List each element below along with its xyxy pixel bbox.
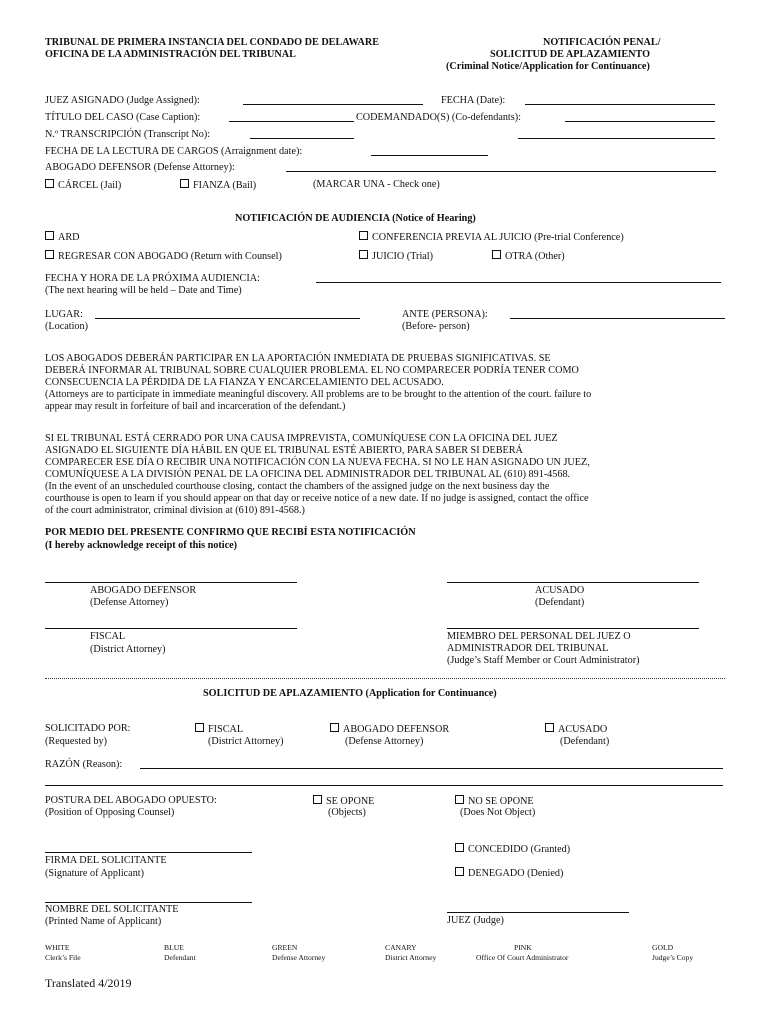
- copy-recipient: Office Of Court Administrator: [476, 953, 569, 962]
- ard-checkbox[interactable]: [45, 231, 80, 244]
- fiscal-checkbox[interactable]: [195, 723, 243, 736]
- pretrial-label: CONFERENCIA PREVIA AL JUICIO (Pre-trial Conference): [372, 232, 624, 243]
- notice2-line1: SI EL TRIBUNAL ESTÁ CERRADO POR UNA CAUSA IMPREVISTA, COMUNÍQUESE CON LA OFICINA DEL JUEZ: [45, 433, 558, 444]
- applicant-name-label-en: (Printed Name of Applicant): [45, 916, 162, 927]
- notice2-line3: COMPARECER ESE DÍA O RECIBIR UNA NOTIFICACIÓN CON LA NUEVA FECHA. SI NO LE HAN ASIGNADO UN JUEZ,: [45, 457, 590, 468]
- other-checkbox[interactable]: [492, 250, 565, 263]
- copy-recipient: Defense Attorney: [272, 953, 326, 962]
- notice1-line2: DEBERÁ INFORMAR AL TRIBUNAL SOBRE CUALQUIER PROBLEMA. EL NO COMPARECER PODRÍA TENER COMO: [45, 365, 579, 376]
- acknowledge-title-en: (I hereby acknowledge receipt of this notice): [45, 540, 238, 551]
- transcript-label: N.º TRANSCRIPCIÓN (Transcript No):: [45, 129, 211, 140]
- reason-field[interactable]: [140, 768, 723, 769]
- copy-color: WHITE: [45, 943, 70, 952]
- fiscal-label-en: (District Attorney): [208, 736, 284, 747]
- opposing-counsel-label: POSTURA DEL ABOGADO OPUESTO:: [45, 795, 217, 806]
- judge-assigned-field[interactable]: [243, 104, 423, 105]
- denied-label: DENEGADO (Denied): [468, 868, 564, 879]
- copy-recipient: Clerk’s File: [45, 953, 81, 962]
- jail-label: CÁRCEL (Jail): [58, 180, 122, 191]
- before-label-en: (Before- person): [402, 321, 470, 332]
- acknowledge-title: POR MEDIO DEL PRESENTE CONFIRMO QUE RECIBÍ ESTA NOTIFICACIÓN: [45, 527, 416, 538]
- translation-note: Translated 4/2019: [45, 976, 132, 990]
- continuance-section-title: SOLICITUD DE APLAZAMIENTO (Application for Continuance): [203, 688, 497, 699]
- copy-color: GOLD: [652, 943, 674, 952]
- arraignment-field[interactable]: [371, 155, 488, 156]
- checkbox-icon: [330, 723, 339, 732]
- granted-checkbox[interactable]: [455, 843, 570, 856]
- not-object-label: NO SE OPONE: [468, 796, 534, 807]
- checkbox-icon: [45, 250, 54, 259]
- defense-attorney-checkbox[interactable]: [330, 723, 449, 736]
- codefendants-field[interactable]: [565, 121, 715, 122]
- checkbox-icon: [45, 231, 54, 240]
- checkbox-icon: [359, 250, 368, 259]
- copy-recipient: Judge’s Copy: [652, 953, 694, 962]
- before-label: ANTE (PERSONA):: [402, 309, 488, 320]
- prosecutor-signature-label-en: (District Attorney): [90, 644, 166, 655]
- cut-line-divider: [45, 678, 725, 679]
- copy-color: PINK: [514, 943, 532, 952]
- reason-label: RAZÓN (Reason):: [45, 759, 123, 770]
- court-name: TRIBUNAL DE PRIMERA INSTANCIA DEL CONDADO DE DELAWARE: [45, 37, 380, 48]
- checkbox-icon: [455, 843, 464, 852]
- applicant-name-label: NOMBRE DEL SOLICITANTE: [45, 904, 179, 915]
- location-label-en: (Location): [45, 321, 88, 332]
- office-name: OFICINA DE LA ADMINISTRACIÓN DEL TRIBUNAL: [45, 49, 296, 60]
- granted-label: CONCEDIDO (Granted): [468, 844, 571, 855]
- defense-attorney-label: ABOGADO DEFENSOR: [343, 724, 450, 735]
- location-label: LUGAR:: [45, 309, 83, 320]
- prosecutor-signature-label: FISCAL: [90, 631, 126, 642]
- next-hearing-label-en: (The next hearing will be held – Date and Time): [45, 285, 242, 296]
- applicant-signature-line[interactable]: [45, 852, 252, 853]
- form-subtitle-en: (Criminal Notice/Application for Continuance): [446, 61, 650, 72]
- trial-label: JUICIO (Trial): [372, 251, 434, 262]
- notice1-line1: LOS ABOGADOS DEBERÁN PARTICIPAR EN LA APORTACIÓN INMEDIATA DE PRUEBAS SIGNIFICATIVAS. SE: [45, 353, 551, 364]
- return-counsel-label: REGRESAR CON ABOGADO (Return with Counsel): [58, 251, 282, 262]
- check-one-note: (MARCAR UNA - Check one): [313, 179, 440, 190]
- bail-label: FIANZA (Bail): [193, 180, 257, 191]
- checkbox-icon: [492, 250, 501, 259]
- case-caption-label: TÍTULO DEL CASO (Case Caption):: [45, 112, 201, 123]
- defendant-signature-label: ACUSADO: [535, 585, 585, 596]
- reason-field-2[interactable]: [45, 785, 723, 786]
- notice2-en-line1: (In the event of an unscheduled courthouse closing, contact the chambers of the assigned judge on the next business day the: [45, 481, 550, 492]
- copy-recipient: Defendant: [164, 953, 196, 962]
- transcript-field[interactable]: [250, 138, 354, 139]
- requested-by-label: SOLICITADO POR:: [45, 723, 131, 734]
- objects-label: SE OPONE: [326, 796, 375, 807]
- notice2-en-line3: of the court administrator, criminal division at (610) 891-4568.): [45, 505, 305, 516]
- checkbox-icon: [180, 179, 189, 188]
- notice2-en-line2: courthouse is open to learn if you should appear on that day or receive notice of a new date. If no judge is assigned, contact the office: [45, 493, 589, 504]
- location-field[interactable]: [95, 318, 360, 319]
- checkbox-icon: [455, 867, 464, 876]
- ard-label: ARD: [58, 232, 80, 243]
- next-hearing-field[interactable]: [316, 282, 721, 283]
- pretrial-checkbox[interactable]: [359, 231, 624, 244]
- other-label: OTRA (Other): [505, 251, 565, 262]
- opposing-counsel-label-en: (Position of Opposing Counsel): [45, 807, 175, 818]
- copy-recipient: District Attorney: [385, 953, 437, 962]
- not-object-label-en: (Does Not Object): [460, 807, 536, 818]
- next-hearing-label: FECHA Y HORA DE LA PRÓXIMA AUDIENCIA:: [45, 273, 260, 284]
- notice2-line4: COMUNÍQUESE A LA DIVISIÓN PENAL DE LA OFICINA DEL ADMINISTRADOR DEL TRIBUNAL AL (610) 891-4568.: [45, 469, 571, 480]
- defendant-signature-label-en: (Defendant): [535, 597, 585, 608]
- notice2-line2: ASIGNADO EL SIGUIENTE DÍA HÁBIL EN QUE EL TRIBUNAL ESTÉ ABIERTO, PARA SABER SI DEBERÁ: [45, 445, 523, 456]
- applicant-name-line[interactable]: [45, 902, 252, 903]
- checkbox-icon: [313, 795, 322, 804]
- copy-color: GREEN: [272, 943, 298, 952]
- form-subtitle: SOLICITUD DE APLAZAMIENTO: [490, 49, 651, 60]
- fiscal-label: FISCAL: [208, 724, 244, 735]
- judge-assigned-label: JUEZ ASIGNADO (Judge Assigned):: [45, 95, 200, 106]
- judge-signature-line[interactable]: [447, 912, 629, 913]
- date-label: FECHA (Date):: [441, 95, 506, 106]
- trial-checkbox[interactable]: [359, 250, 433, 263]
- checkbox-icon: [455, 795, 464, 804]
- bail-checkbox[interactable]: [180, 179, 256, 192]
- staff-signature-line[interactable]: [447, 628, 699, 629]
- staff-signature-label2: ADMINISTRADOR DEL TRIBUNAL: [447, 643, 609, 654]
- objects-label-en: (Objects): [328, 807, 366, 818]
- applicant-signature-label: FIRMA DEL SOLICITANTE: [45, 855, 167, 866]
- codefendants-label: CODEMANDADO(S) (Co-defendants):: [356, 112, 521, 123]
- defense-attorney-label-en: (Defense Attorney): [345, 736, 424, 747]
- defense-attorney-field[interactable]: [286, 171, 716, 172]
- before-field[interactable]: [510, 318, 725, 319]
- prosecutor-signature-line[interactable]: [45, 628, 297, 629]
- date-field[interactable]: [525, 104, 715, 105]
- hearing-section-title: NOTIFICACIÓN DE AUDIENCIA (Notice of Hearing): [235, 213, 476, 224]
- copy-color: BLUE: [164, 943, 184, 952]
- checkbox-icon: [359, 231, 368, 240]
- codefendants-field-2[interactable]: [518, 138, 715, 139]
- requested-by-label-en: (Requested by): [45, 736, 107, 747]
- staff-signature-label-en: (Judge’s Staff Member or Court Administrator): [447, 655, 640, 666]
- notice1-en-line2: appear may result in forfeiture of bail and incarceration of the defendant.): [45, 401, 346, 412]
- staff-signature-label1: MIEMBRO DEL PERSONAL DEL JUEZ O: [447, 631, 631, 642]
- jail-checkbox[interactable]: [45, 179, 121, 192]
- notice1-line3: CONSECUENCIA LA PÉRDIDA DE LA FIANZA Y ENCARCELAMIENTO DEL ACUSADO.: [45, 377, 444, 388]
- arraignment-label: FECHA DE LA LECTURA DE CARGOS (Arraignment date):: [45, 146, 303, 157]
- form-title: NOTIFICACIÓN PENAL/: [543, 37, 661, 48]
- defense-signature-label: ABOGADO DEFENSOR: [90, 585, 197, 596]
- checkbox-icon: [195, 723, 204, 732]
- checkbox-icon: [545, 723, 554, 732]
- applicant-signature-label-en: (Signature of Applicant): [45, 868, 145, 879]
- defendant-signature-line[interactable]: [447, 582, 699, 583]
- defense-signature-label-en: (Defense Attorney): [90, 597, 169, 608]
- defense-attorney-label: ABOGADO DEFENSOR (Defense Attorney):: [45, 162, 235, 173]
- judge-signature-label: JUEZ (Judge): [447, 915, 504, 926]
- checkbox-icon: [45, 179, 54, 188]
- notice1-en-line1: (Attorneys are to participate in immediate meaningful discovery. All problems are to be brought to the attention of the court. failure to: [45, 389, 592, 400]
- return-counsel-checkbox[interactable]: [45, 250, 282, 263]
- denied-checkbox[interactable]: [455, 867, 563, 880]
- defendant-label-en: (Defendant): [560, 736, 610, 747]
- defendant-checkbox[interactable]: [545, 723, 607, 736]
- defense-signature-line[interactable]: [45, 582, 297, 583]
- case-caption-field[interactable]: [229, 121, 354, 122]
- defendant-label: ACUSADO: [558, 724, 608, 735]
- copy-color: CANARY: [385, 943, 417, 952]
